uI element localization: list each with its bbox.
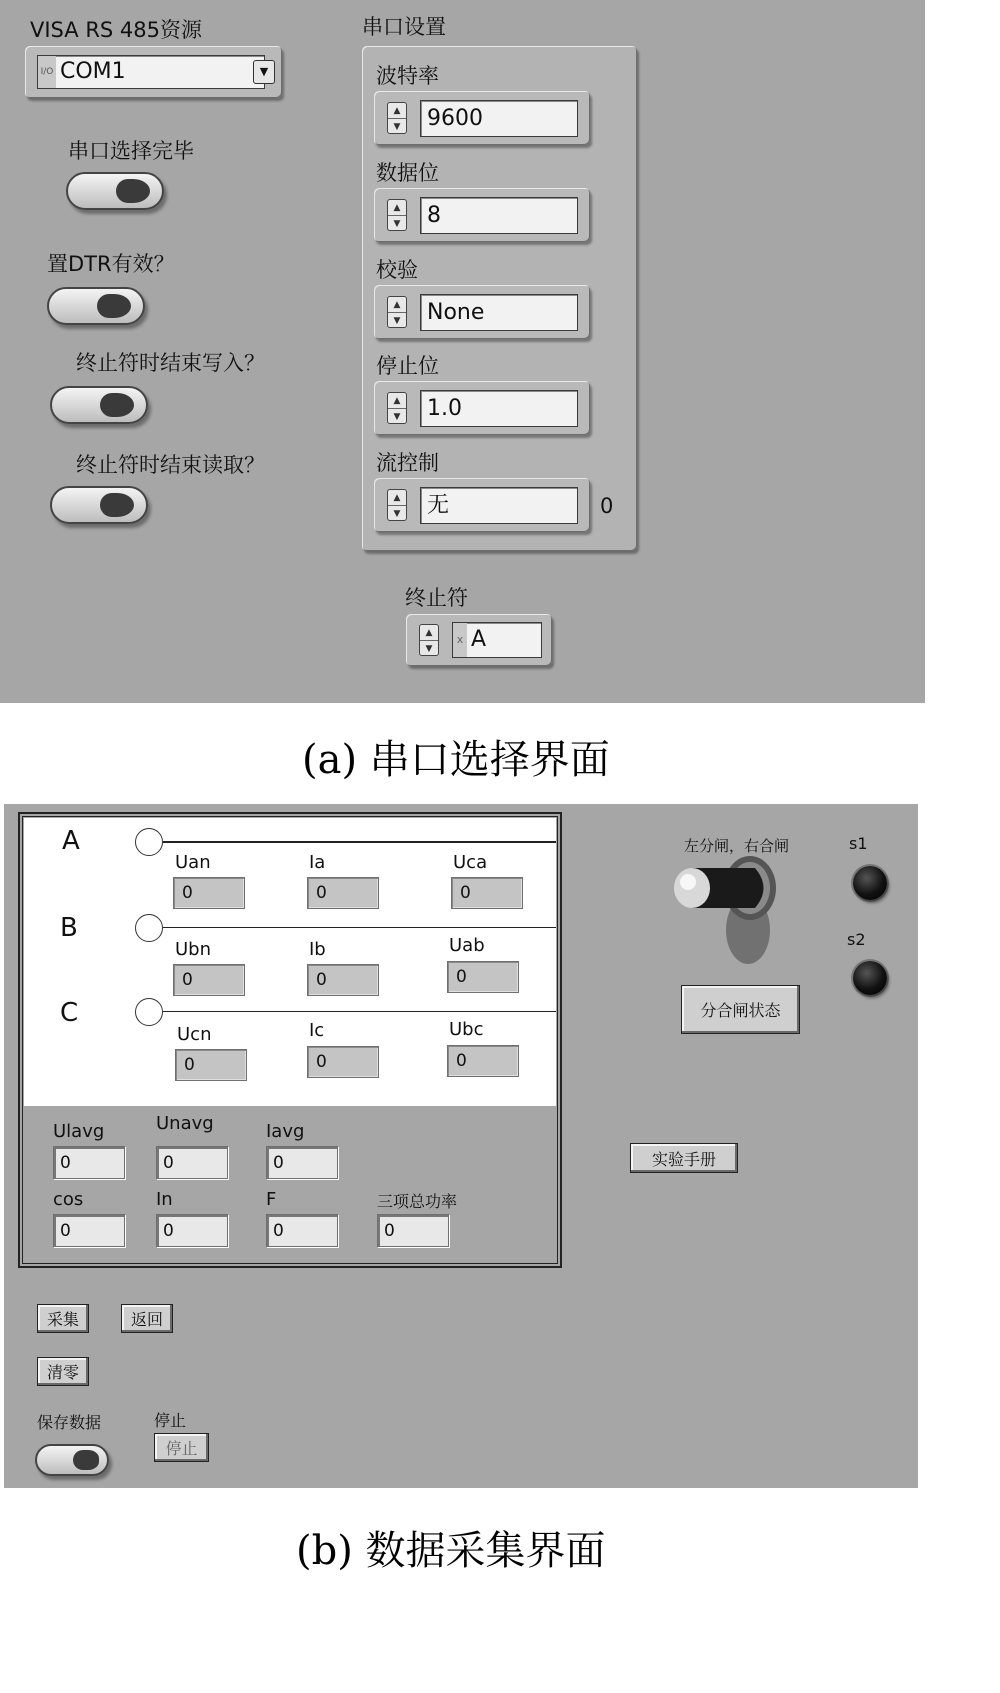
parity-field[interactable]: None bbox=[420, 294, 578, 331]
back-button[interactable]: 返回 bbox=[121, 1304, 173, 1333]
serial-done-toggle[interactable] bbox=[66, 172, 164, 210]
toggle-knob bbox=[100, 393, 134, 417]
ib-label: Ib bbox=[309, 939, 326, 960]
increment-icon[interactable]: ▲ bbox=[425, 627, 433, 638]
databits-spinner[interactable] bbox=[387, 199, 407, 231]
increment-icon[interactable]: ▲ bbox=[393, 202, 401, 213]
caption-a: (a) 串口选择界面 bbox=[302, 737, 610, 783]
toggle-knob bbox=[116, 179, 150, 203]
visa-resource-control[interactable] bbox=[25, 46, 282, 98]
toggle-switch-icon bbox=[660, 830, 790, 970]
save-data-label: 保存数据 bbox=[37, 1413, 102, 1432]
decrement-icon[interactable]: ▼ bbox=[388, 118, 406, 134]
decrement-icon[interactable]: ▼ bbox=[388, 505, 406, 521]
increment-icon[interactable]: ▲ bbox=[393, 492, 401, 503]
flow-label: 流控制 bbox=[376, 451, 439, 475]
stopbits-control[interactable] bbox=[374, 381, 590, 435]
visa-resource-label: VISA RS 485资源 bbox=[30, 18, 202, 42]
baud-spinner[interactable] bbox=[387, 102, 407, 134]
in-label: In bbox=[156, 1189, 173, 1210]
flow-extra-value: 0 bbox=[600, 494, 614, 518]
stop-button[interactable]: 停止 bbox=[154, 1433, 209, 1462]
stopbits-field[interactable]: 1.0 bbox=[420, 390, 578, 427]
decrement-icon[interactable]: ▼ bbox=[388, 215, 406, 231]
ubc-label: Ubc bbox=[449, 1019, 484, 1040]
toggle-knob bbox=[73, 1450, 99, 1470]
s2-label: s2 bbox=[847, 930, 866, 949]
ucn-label: Ucn bbox=[177, 1024, 212, 1045]
uan-indicator: 0 bbox=[173, 877, 245, 909]
caption-b: (b) 数据采集界面 bbox=[296, 1528, 606, 1574]
f-label: F bbox=[266, 1189, 277, 1210]
hex-prefix-icon: x bbox=[453, 623, 467, 657]
phase-c-indicator bbox=[135, 998, 163, 1026]
io-icon: I/O bbox=[38, 56, 56, 88]
ia-indicator: 0 bbox=[307, 877, 379, 909]
unavg-indicator: 0 bbox=[156, 1146, 228, 1179]
ic-indicator: 0 bbox=[307, 1046, 379, 1078]
collect-button[interactable]: 采集 bbox=[37, 1304, 89, 1333]
ubc-indicator: 0 bbox=[447, 1045, 519, 1077]
total-power-label: 三项总功率 bbox=[377, 1192, 458, 1211]
increment-icon[interactable]: ▲ bbox=[393, 299, 401, 310]
dtr-toggle[interactable] bbox=[47, 287, 145, 325]
iavg-indicator: 0 bbox=[266, 1146, 338, 1179]
terminator-control[interactable] bbox=[406, 614, 552, 666]
phase-a-label: A bbox=[62, 826, 80, 856]
unavg-label: Unavg bbox=[156, 1113, 214, 1134]
visa-resource-field[interactable] bbox=[37, 55, 265, 89]
terminator-value: A bbox=[471, 627, 487, 652]
databits-label: 数据位 bbox=[376, 161, 439, 185]
toggle-knob bbox=[97, 294, 131, 318]
stopbits-spinner[interactable] bbox=[387, 392, 407, 424]
s2-led bbox=[853, 961, 887, 995]
clear-button[interactable]: 清零 bbox=[37, 1357, 89, 1386]
parity-control[interactable] bbox=[374, 285, 590, 339]
decrement-icon[interactable]: ▼ bbox=[420, 640, 438, 656]
ulavg-label: Ulavg bbox=[53, 1121, 105, 1142]
toggle-knob bbox=[100, 493, 134, 517]
switch-state-button[interactable]: 分合闸状态 bbox=[681, 985, 800, 1034]
terminator-label: 终止符 bbox=[405, 586, 468, 610]
baud-field[interactable]: 9600 bbox=[420, 100, 578, 137]
dtr-label: 置DTR有效？ bbox=[47, 252, 175, 276]
manual-button[interactable]: 实验手册 bbox=[630, 1143, 738, 1173]
flow-control[interactable] bbox=[374, 478, 590, 532]
breaker-switch[interactable] bbox=[660, 830, 790, 970]
ic-label: Ic bbox=[309, 1020, 325, 1041]
phase-b-indicator bbox=[135, 914, 163, 942]
terminator-field[interactable] bbox=[452, 622, 542, 658]
uca-indicator: 0 bbox=[451, 877, 523, 909]
baud-label: 波特率 bbox=[376, 64, 439, 88]
flow-spinner[interactable] bbox=[387, 489, 407, 521]
ulavg-indicator: 0 bbox=[53, 1146, 125, 1179]
term-write-toggle[interactable] bbox=[50, 386, 148, 424]
term-write-label: 终止符时结束写入？ bbox=[76, 351, 265, 375]
uca-label: Uca bbox=[453, 852, 488, 873]
save-data-toggle[interactable] bbox=[35, 1444, 109, 1476]
databits-control[interactable] bbox=[374, 188, 590, 242]
phase-c-line bbox=[163, 1011, 556, 1012]
in-indicator: 0 bbox=[156, 1214, 228, 1247]
uan-label: Uan bbox=[175, 852, 211, 873]
stop-label: 停止 bbox=[154, 1411, 187, 1430]
flow-field[interactable]: 无 bbox=[420, 487, 578, 524]
stopbits-label: 停止位 bbox=[376, 354, 439, 378]
ia-label: Ia bbox=[309, 852, 326, 873]
uab-indicator: 0 bbox=[447, 961, 519, 993]
visa-resource-value: COM1 bbox=[60, 59, 126, 84]
parity-label: 校验 bbox=[376, 258, 418, 282]
dropdown-arrow-icon[interactable]: ▼ bbox=[253, 60, 275, 84]
terminator-spinner[interactable] bbox=[419, 624, 439, 656]
phase-c-label: C bbox=[60, 998, 79, 1028]
ib-indicator: 0 bbox=[307, 964, 379, 996]
decrement-icon[interactable]: ▼ bbox=[388, 312, 406, 328]
parity-spinner[interactable] bbox=[387, 296, 407, 328]
f-indicator: 0 bbox=[266, 1214, 338, 1247]
total-power-indicator: 0 bbox=[377, 1214, 449, 1247]
decrement-icon[interactable]: ▼ bbox=[388, 408, 406, 424]
databits-field[interactable]: 8 bbox=[420, 197, 578, 234]
ucn-indicator: 0 bbox=[175, 1049, 247, 1081]
phase-a-line bbox=[163, 841, 556, 843]
phase-a-indicator bbox=[135, 828, 163, 856]
s1-label: s1 bbox=[849, 834, 868, 853]
cos-label: cos bbox=[53, 1189, 84, 1210]
iavg-label: Iavg bbox=[266, 1121, 305, 1142]
phase-b-label: B bbox=[60, 913, 78, 943]
serial-settings-label: 串口设置 bbox=[362, 15, 446, 39]
cos-indicator: 0 bbox=[53, 1214, 125, 1247]
switch-label: 左分闸，右合闸 bbox=[684, 837, 790, 855]
phase-b-line bbox=[163, 927, 556, 928]
serial-done-label: 串口选择完毕 bbox=[68, 139, 194, 163]
ubn-label: Ubn bbox=[175, 939, 212, 960]
term-read-toggle[interactable] bbox=[50, 486, 148, 524]
increment-icon[interactable]: ▲ bbox=[393, 395, 401, 406]
s1-led bbox=[853, 866, 887, 900]
increment-icon[interactable]: ▲ bbox=[393, 105, 401, 116]
baud-control[interactable] bbox=[374, 91, 590, 145]
uab-label: Uab bbox=[449, 935, 485, 956]
ubn-indicator: 0 bbox=[173, 964, 245, 996]
term-read-label: 终止符时结束读取？ bbox=[76, 453, 265, 477]
